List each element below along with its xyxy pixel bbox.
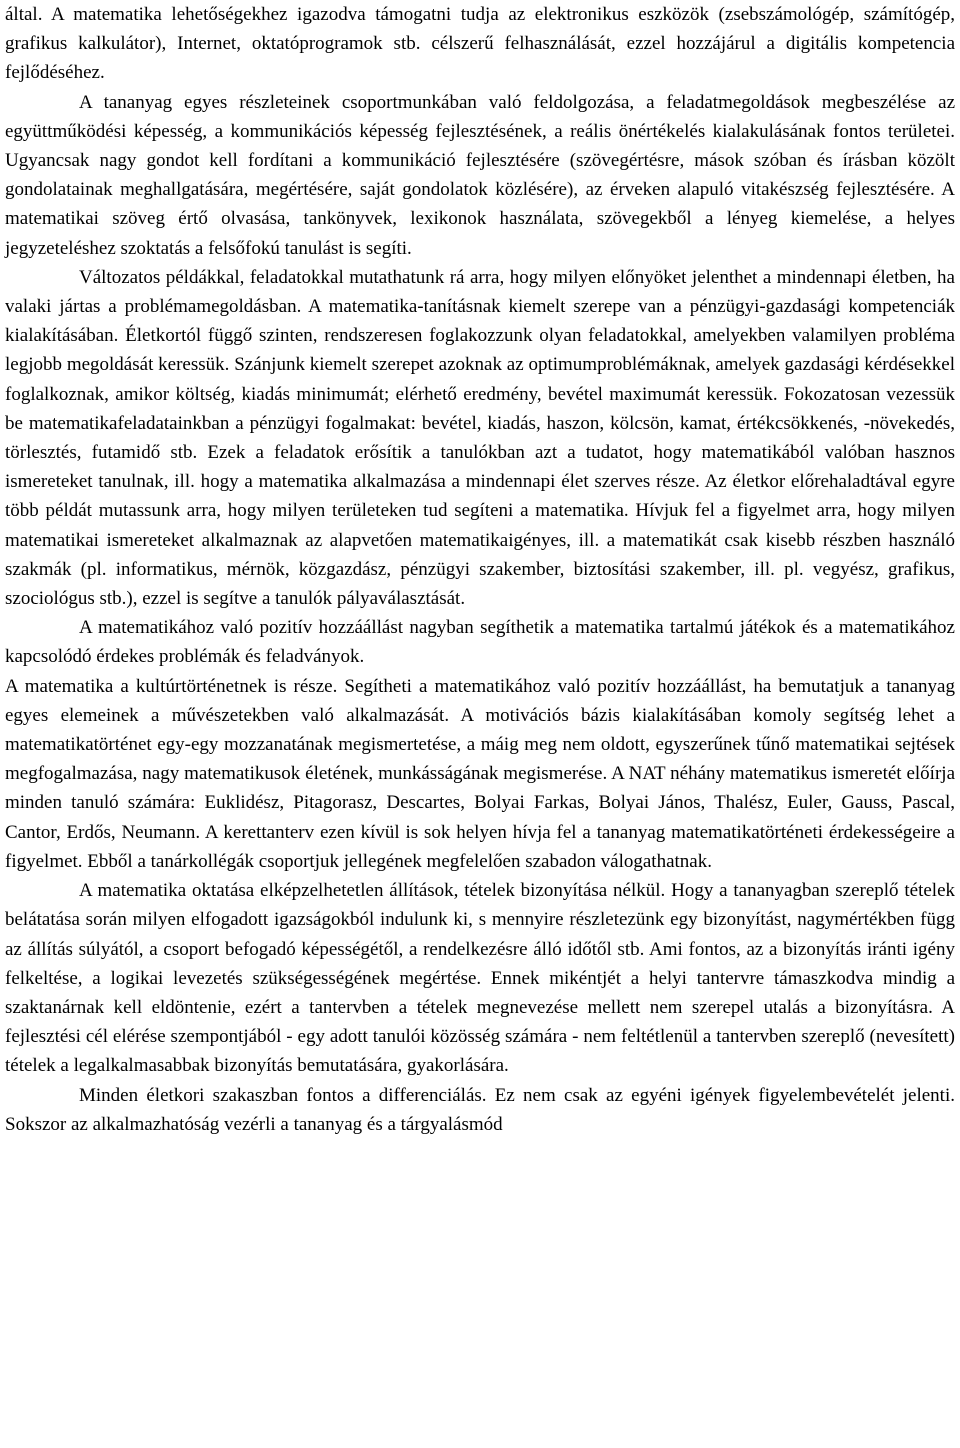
paragraph-group-work: A tananyag egyes részleteinek csoportmunkában való feldolgozása, a feladatmegoldások megbeszélése az együttműködési képesség, a kommunikációs képesség fejlesztésének, a reális önértékelés kialakulásának fontos területei. Ugyancsak nagy gondot kell fordítani a kommunikáció fejlesztésére (szövegértésre, mások szóban és írásban közölt gondolatainak meghallgatására, megértésére, saját gondolatok közlésére), az érveken alapuló vitakészség fejlesztésére. A matematikai szöveg értő olvasása, tankönyvek, lexikonok használata, szövegekből a lényeg kiemelése, a helyes jegyzeteléshez szoktatás a felsőfokú tanulást is segíti. [5, 91, 955, 259]
paragraph-digital-competence: által. A matematika lehetőségekhez igazodva támogatni tudja az elektronikus eszközök (zsebszámológép, számítógép, grafikus kalkulátor), Internet, oktatóprogramok stb. célszerű felhasználását, ezzel hozzájárul a digitális kompetencia fejlődéséhez. [5, 4, 955, 84]
paragraph-proofs: A matematika oktatása elképzelhetetlen állítások, tételek bizonyítása nélkül. Hogy a tananyagban szereplő tételek belátatása során milyen elfogadott igazságokból indulunk ki, s mennyire részletezünk egy bizonyítást, nagymértékben függ az állítás súlyától, a csoport befogadó képességétől, a rendelkezésre álló időtől stb. Ami fontos, az a bizonyítás iránti igény felkeltése, a logikai levezetés szükségességének megértése. Ennek mikéntjét a helyi tantervre támaszkodva mindig a szaktanárnak kell eldöntenie, ezért a tantervben a tételek megnevezése mellett nem szerepel utalás a bizonyításra. A fejlesztési cél elérése szempontjából - egy adott tanulói közösség számára - nem feltétlenül a tantervben szereplő (nevesített) tételek a legalkalmasabbak bizonyítás bemutatására, gyakorlására. [5, 880, 955, 1077]
document-page [5, 0, 955, 1139]
paragraph-cultural-history: A matematika a kultúrtörténetnek is része. Segítheti a matematikához való pozitív hozzáállást, ha bemutatjuk a tananyag egyes elemeinek a művészetekben való alkalmazását. A motivációs bázis kialakításában komoly segítség lehet a matematikatörténet egy-egy mozzanatának megismertetése, a máig meg nem oldott, egyszerűnek tűnő matematikai sejtések megfogalmazása, nagy matematikusok életének, munkásságának megismerése. A NAT néhány matematikus ismeretét előírja minden tanuló számára: Euklidész, Pitagorasz, Descartes, Bolyai Farkas, Bolyai János, Thalész, Euler, Gauss, Pascal, Cantor, Erdős, Neumann. A kerettanterv ezen kívül is sok helyen hívja fel a tananyag matematikatörténeti érdekességeire a figyelmet. Ebből a tanárkollégák csoportjuk jellegének megfelelően szabadon válogathatnak. [5, 675, 955, 872]
paragraph-differentiation: Minden életkori szakaszban fontos a differenciálás. Ez nem csak az egyéni igények figyelembevételét jelenti. Sokszor az alkalmazhatóság vezérli a tananyag és a tárgyalásmód [5, 1084, 955, 1135]
paragraph-games: A matematikához való pozitív hozzáállást nagyban segíthetik a matematika tartalmú játékok és a matematikához kapcsolódó érdekes problémák és feladványok. [5, 617, 955, 668]
paragraph-problem-solving: Változatos példákkal, feladatokkal mutathatunk rá arra, hogy milyen előnyöket jelenthet a mindennapi életben, ha valaki jártas a problémamegoldásban. A matematika-tanításnak kiemelt szerepe van a pénzügyi-gazdasági kompetenciák kialakításában. Életkortól függő szinten, rendszeresen foglakozzunk olyan feladatokkal, amelyekben valamilyen probléma legjobb megoldását keressük. Szánjunk kiemelt szerepet azoknak az optimumproblémáknak, amelyek gazdasági kérdésekkel foglalkoznak, amikor költség, kiadás minimumát; elérhető eredmény, bevétel maximumát keressük. Fokozatosan vezessük be matematikafeladatainkban a pénzügyi fogalmakat: bevétel, kiadás, haszon, kölcsön, kamat, értékcsökkenés, -növekedés, törlesztés, futamidő stb. Ezek a feladatok erősítik a tanulókban azt a tudatot, hogy matematikából valóban hasznos ismereteket tanulnak, ill. hogy a matematika alkalmazása a mindennapi élet szerves része. Az életkor előrehaladtával egyre több példát mutassunk arra, hogy milyen területeken tud segíteni a matematika. Hívjuk fel a figyelmet arra, hogy milyen matematikai ismereteket alkalmaznak az alapvetően matematikaigényes, ill. a matematikát csak kisebb részben használó szakmák (pl. informatikus, mérnök, közgazdász, pénzügyi szakember, biztosítási szakember, ill. pl. vegyész, grafikus, szociológus stb.), ezzel is segítve a tanulók pályaválasztását. [5, 266, 955, 610]
